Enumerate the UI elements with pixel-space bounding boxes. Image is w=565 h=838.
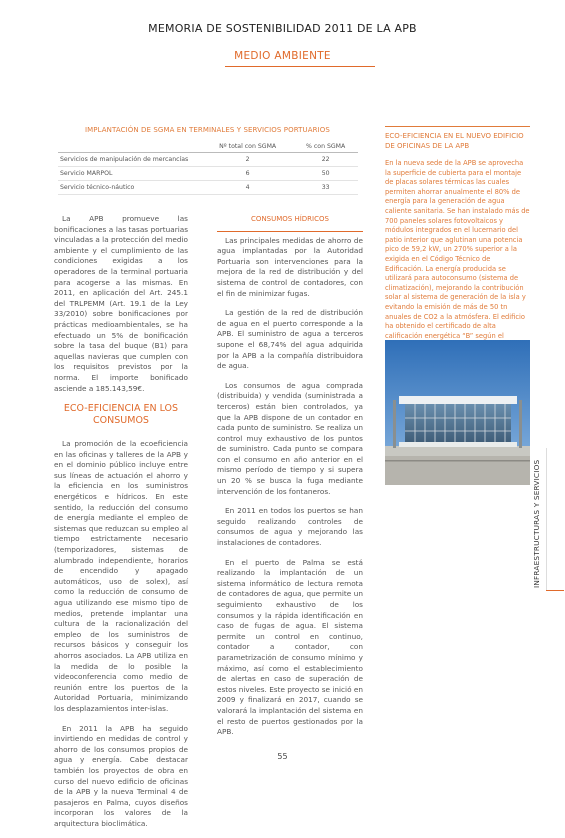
paragraph: En 2011 la APB ha seguido invirtiendo en medidas de control y ahorro de los consumos propios de agua y energía. Cabe destacar también los proyectos de obra en curso del nuevo edificio de oficinas de la APB y la nueva Terminal 4 de pasajeros en Palma, cuyos diseños incorporan los valores de la arquitectura bioclimática. — [54, 723, 188, 828]
paragraph: En el puerto de Palma se está realizando la implantación de un sistema informático de lectura remota de contadores de agua, que permite un seguimiento exhaustivo de los consumos y la rápida identificación en caso de fugas de agua. El sistema permite un control en continuo, contador a contador, con parametrización de consumo mínimo y máximo, así como el establecimiento de alertas en caso de superación de estos niveles. Este proyecto se inició en 2009 y finalizará en 2017, cuando se valorará la implantación del sistema en el resto de puertos gestionados por la APB. — [217, 557, 363, 737]
subheading-water-consumption: CONSUMOS HÍDRICOS — [251, 215, 329, 223]
table-cell: 6 — [202, 167, 293, 181]
paragraph: Los consumos de agua comprada (distribuida) y vendida (suministrada a terceros) están bien controlados, ya que la APB dispone de un contador en cada punto de suministro. Se realiza un control muy exhaustivo de los puntos de suministro. Cada punto se compara con el consumo en año anterior en el mismo período de tiempo y si supera un 20 % se busca la fuga mediante intervención de los fontaneros. — [217, 380, 363, 496]
table-row — [58, 181, 358, 195]
building-photo-image — [385, 340, 530, 485]
table-cell: 2 — [202, 153, 293, 167]
side-section-label-text: INFRAESTRUCTURAS Y SERVICIOS — [532, 459, 541, 588]
section-title: MEDIO AMBIENTE — [234, 50, 331, 62]
page-number: 55 — [277, 752, 288, 761]
left-text-column — [54, 214, 188, 838]
paragraph: En 2011 en todos los puertos se han seguido realizando controles de consumos de agua y mejorando las instalaciones de contadores. — [217, 506, 363, 548]
sidebar-body-text: En la nueva sede de la APB se aprovecha la superficie de cubierta para el montaje de placas solares térmicas las cuales permiten ahorrar anualmente el 80% de energía para la generación de agua caliente sanitaria. Se han instalado más de 700 paneles solares fotovoltaicos y módulos integrados en el lucernario del patio interior que aglutinan una potencia pico de 59,2 kW, un 270% superior a la exigida en el Código Técnico de Edificación. La energía producida se utilizará para autoconsumo (sistema de climatización), mejorando la contribución solar al sistema de generación de la isla y evitando la emisión de más de 50 tn anuales de CO2 a la atmósfera. El edificio ha obtenido el certificado de alta calificación energética “B” según el — [385, 159, 530, 340]
table-cell: Servicios de manipulación de mercancías — [58, 153, 202, 167]
sgma-table — [58, 140, 358, 195]
table-cell: 50 — [293, 167, 358, 181]
table-row — [58, 167, 358, 181]
sidebar-title: ECO-EFICIENCIA EN EL NUEVO EDIFICIO DE OFICINAS DE LA APB — [385, 132, 524, 150]
subheading-eco-efficiency: ECO-EFICIENCIA EN LOS CONSUMOS — [63, 403, 179, 427]
building-photo — [385, 340, 530, 485]
side-tab-marker — [546, 590, 564, 591]
table-cell: 4 — [202, 181, 293, 195]
table-row — [58, 153, 358, 167]
subheading-underline — [217, 231, 363, 232]
sidebar-top-rule — [385, 126, 530, 127]
table-cell: Servicio técnico-náutico — [58, 181, 202, 195]
section-title-underline — [225, 66, 375, 67]
document-header-title: MEMORIA DE SOSTENIBILIDAD 2011 DE LA APB — [148, 22, 417, 35]
middle-text-column — [217, 214, 363, 747]
table-cell: 22 — [293, 153, 358, 167]
table-header-cell: Nº total con SGMA — [202, 140, 293, 153]
side-tab-line — [546, 448, 547, 590]
table-header-cell: % con SGMA — [293, 140, 358, 153]
paragraph: La APB promueve las bonificaciones a las tasas portuarias vinculadas a la protección del medio ambiente y el cumplimiento de las condiciones exigidas a los operadores de la terminal portuaria para acogerse a las mismas. En 2011, en aplicación del Art. 245.1 del TRLPEMM (Art. 19.1 de la Ley 33/2010) sobre bonificaciones por prácticas medioambientales, se ha efectuado un 5% de bonificación sobre la tasa del buque (B1) para aquellas navieras que cumplen con los requisitos previstos por la norma. El importe bonificado asciende a 185.143,59€. — [54, 214, 188, 393]
paragraph: La promoción de la ecoeficiencia en las oficinas y talleres de la APB y en el dominio público incluye entre sus líneas de actuación el ahorro y la eficiencia en los suministros energéticos e hídricos. En este sentido, la reducción del consumo de energía mediante el empleo de sistemas que reduzcan su empleo al tiempo estrictamente necesario (temporizadores, sistemas de alumbrado independiente, horarios de encendido y apagado automáticos, uso de solex), así como la reducción de consumo de agua utilizando ese mismo tipo de medios, pretende implantar una cultura de la racionalización del empleo de los suministros de recursos básicos y conseguir los ahorros asociados. La APB utiliza en la medida de lo posible la videoconferencia como medio de reunión entre los puertos de la Autoridad Portuaria, minimizando los desplazamientos inter-islas. — [54, 439, 188, 713]
paragraph: La gestión de la red de distribución de agua en el puerto corresponde a la APB. El suministro de agua a terceros supone el 68,74% del agua adquirida por la APB a la compañía distribuidora de agua. — [217, 308, 363, 371]
table-cell: Servicio MARPOL — [58, 167, 202, 181]
side-section-label — [532, 448, 544, 588]
sidebar-box — [385, 126, 530, 340]
table-title: IMPLANTACIÓN DE SGMA EN TERMINALES Y SERVICIOS PORTUARIOS — [85, 126, 330, 134]
table-header-cell — [58, 140, 202, 153]
paragraph: Las principales medidas de ahorro de agua implantadas por la Autoridad Portuaria son intervenciones para la mejora de la red de distribución y del sistema de control de contadores, con el fin de minimizar fugas. — [217, 235, 363, 298]
table-cell: 33 — [293, 181, 358, 195]
table-header-row — [58, 140, 358, 153]
